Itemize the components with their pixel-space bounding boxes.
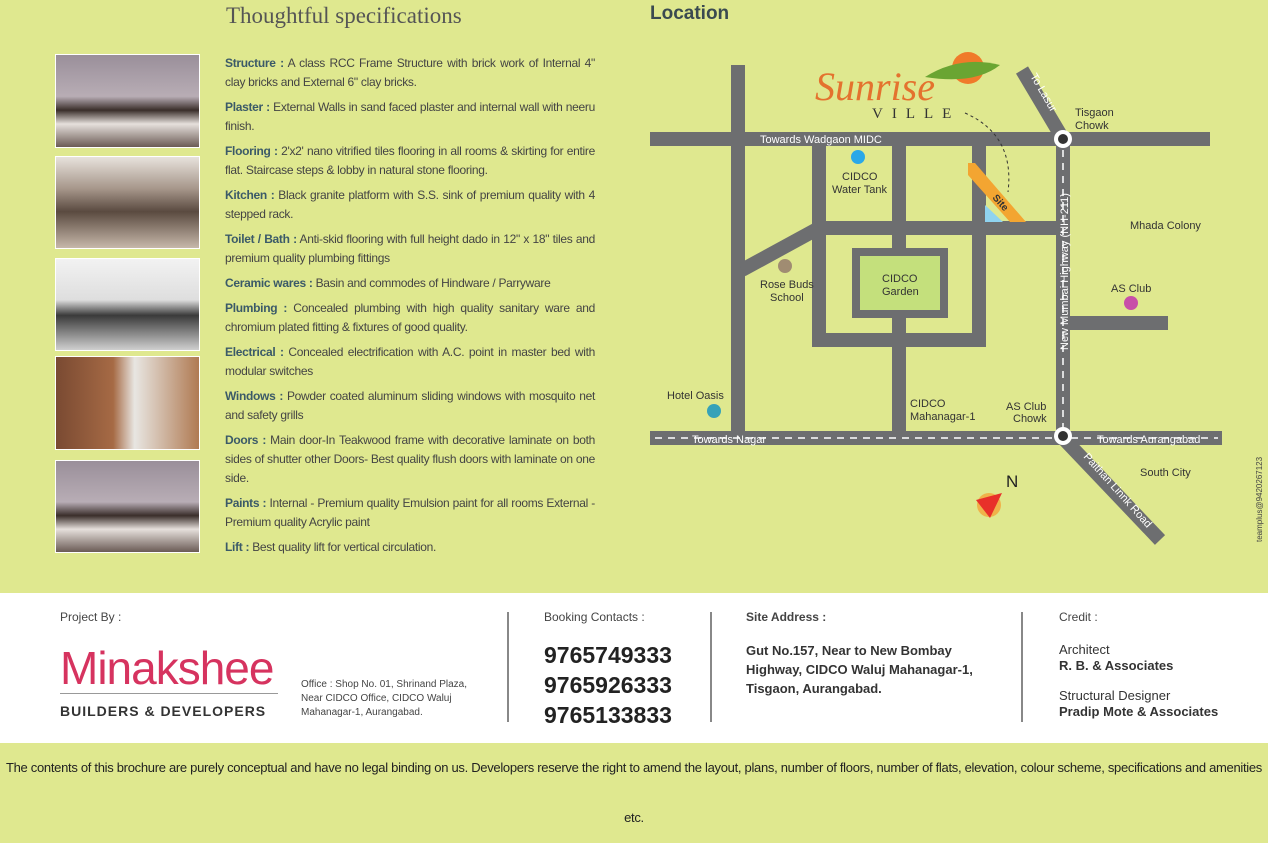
architect-name: R. B. & Associates [1059, 658, 1174, 673]
svg-text:CIDCO: CIDCO [842, 171, 878, 183]
spec-text: Concealed electrification with A.C. point in master bed with modular switches [225, 345, 595, 378]
water-tank-icon [851, 150, 865, 164]
office-address-line: Mahanagar-1, Aurangabad. [301, 707, 423, 718]
credit-label: Credit : [1059, 610, 1098, 624]
spec-label: Plumbing : [225, 301, 288, 315]
specifications-title: Thoughtful specifications [226, 3, 462, 28]
location-title: Location [650, 3, 730, 24]
svg-text:Mahanagar-1: Mahanagar-1 [910, 411, 976, 423]
spec-text: Internal - Premium quality Emulsion paint for all rooms External - Premium quality Acrylic paint [225, 496, 595, 529]
svg-text:Chowk: Chowk [1013, 413, 1047, 425]
svg-text:Tisgaon: Tisgaon [1075, 107, 1114, 119]
spec-label: Paints : [225, 496, 267, 510]
structural-role: Structural Designer [1059, 688, 1171, 703]
spec-label: Plaster : [225, 100, 270, 114]
phone-number[interactable]: 9765749333 [544, 642, 672, 668]
svg-text:Mhada Colony: Mhada Colony [1130, 220, 1201, 232]
svg-text:AS Club: AS Club [1006, 401, 1047, 413]
office-address-line: Office : Shop No. 01, Shrinand Plaza, [301, 679, 468, 690]
spec-label: Doors : [225, 433, 267, 447]
svg-text:CIDCO: CIDCO [882, 273, 918, 285]
spec-text: 2'x2' nano vitrified tiles flooring in all rooms & skirting for entire flat. Staircase steps & lobby in natural stone flooring. [225, 144, 595, 177]
company-subtitle: BUILDERS & DEVELOPERS [60, 703, 267, 719]
site-address-line: Tisgaon, Aurangabad. [746, 681, 882, 696]
site-address-line: Gut No.157, Near to New Bombay [746, 643, 952, 658]
svg-text:Towards Wadgaon MIDC: Towards Wadgaon MIDC [760, 134, 882, 146]
svg-text:Hotel Oasis: Hotel Oasis [667, 390, 724, 402]
svg-text:CIDCO: CIDCO [910, 398, 946, 410]
spec-text: Main door-In Teakwood frame with decorative laminate on both sides of shutter other Doors- Best quality flush doors with laminate on one side. [225, 433, 595, 485]
svg-text:Towards Nagar: Towards Nagar [692, 434, 766, 446]
spec-text: External Walls in sand faced plaster and internal wall with neeru finish. [225, 100, 595, 133]
svg-text:Site: Site [989, 192, 1011, 214]
spec-label: Lift : [225, 540, 250, 554]
spec-text: A class RCC Frame Structure with brick work of Internal 4" clay bricks and External 6" clay bricks. [225, 56, 596, 89]
svg-text:New Mumbai Highway (NH-211): New Mumbai Highway (NH-211) [1059, 193, 1071, 350]
spec-text: Black granite platform with S.S. sink of premium quality with 4 stepped rack. [225, 188, 595, 221]
sunrise-ville-logo [815, 52, 1000, 122]
structural-designer-name: Pradip Mote & Associates [1059, 704, 1219, 719]
hotel-icon [707, 404, 721, 418]
spec-text: Basin and commodes of Hindware / Parryware [312, 276, 551, 290]
disclaimer: The contents of this brochure are purely conceptual and have no legal binding on us. Developers reserve the right to amend the layout, plans, number of floors, number of flats, elevation, colour scheme, specifications and amenities etc. [0, 743, 1268, 783]
svg-text:School: School [770, 292, 804, 304]
office-address-line: Near CIDCO Office, CIDCO Waluj [301, 693, 452, 704]
spec-label: Kitchen : [225, 188, 275, 202]
spec-text: Powder coated aluminum sliding windows with mosquito net and safety grills [225, 389, 595, 422]
svg-text:teamplus@9420267123: teamplus@9420267123 [1255, 456, 1264, 542]
svg-text:VILLE: VILLE [872, 106, 961, 122]
north-label: N [1006, 472, 1019, 491]
spec-label: Flooring : [225, 144, 278, 158]
svg-text:To Lasur: To Lasur [1027, 71, 1059, 115]
as-club-icon [1124, 296, 1138, 310]
spec-label: Windows : [225, 389, 284, 403]
spec-label: Electrical : [225, 345, 284, 359]
project-by-label: Project By : [60, 610, 122, 624]
svg-text:Rose Buds: Rose Buds [760, 279, 814, 291]
site-address-line: Highway, CIDCO Waluj Mahanagar-1, [746, 662, 973, 677]
compass-icon [976, 493, 1002, 518]
svg-text:AS Club: AS Club [1111, 283, 1152, 295]
architect-role: Architect [1059, 642, 1110, 657]
spec-text: Best quality lift for vertical circulation. [249, 540, 437, 554]
phone-number[interactable]: 9765926333 [544, 672, 672, 698]
svg-text:Water Tank: Water Tank [832, 184, 888, 196]
svg-text:Chowk: Chowk [1075, 120, 1109, 132]
company-logo: Minakshee [60, 642, 274, 694]
spec-label: Ceramic wares : [225, 276, 313, 290]
spec-text: Concealed plumbing with high quality sanitary ware and chromium plated fitting & fixtures of good quality. [225, 301, 595, 334]
svg-text:Paithan Linnk Road: Paithan Linnk Road [1080, 450, 1154, 531]
spec-text: Anti-skid flooring with full height dado in 12" x 18" tiles and premium quality plumbing fittings [225, 232, 595, 265]
svg-text:South City: South City [1140, 467, 1191, 479]
svg-text:Garden: Garden [882, 286, 919, 298]
spec-label: Structure : [225, 56, 284, 70]
booking-contacts-label: Booking Contacts : [544, 610, 645, 624]
svg-text:Sunrise: Sunrise [815, 64, 935, 109]
spec-label: Toilet / Bath : [225, 232, 297, 246]
site-address-label: Site Address : [746, 610, 827, 624]
phone-number[interactable]: 9765133833 [544, 702, 672, 728]
svg-text:Towards Aurangabad: Towards Aurangabad [1097, 434, 1201, 446]
school-icon [778, 259, 792, 273]
